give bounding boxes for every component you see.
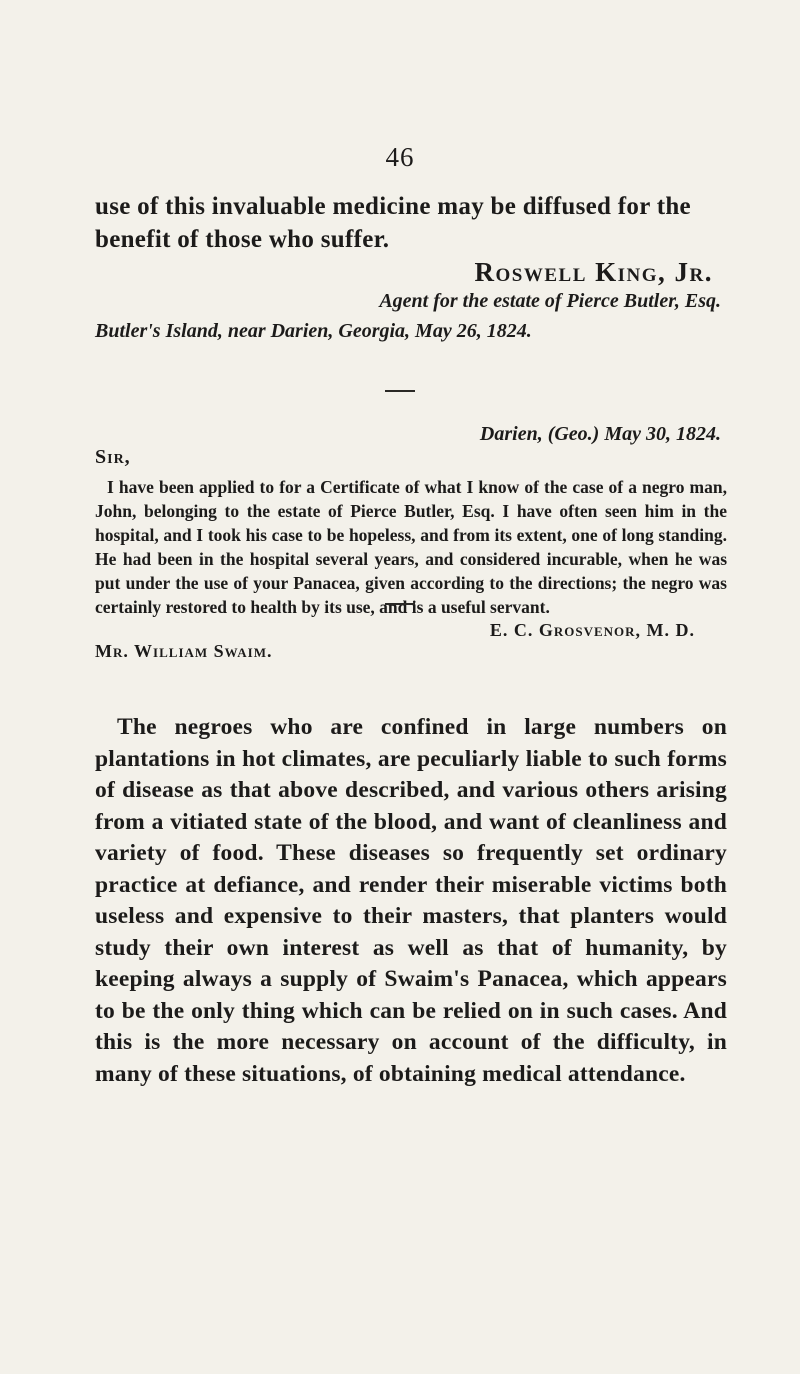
letter-salutation: Sir, (95, 446, 131, 468)
closing-paragraph: The negroes who are confined in large numbers on plantations in hot climates, are peculiarly liable to such forms of disease as that above described, and various others arising from a vitiated state of the blood, and want of cleanliness and variety of food. These diseases so frequently set ordinary practice at defiance, and render their miserable victims both useless and expensive to their masters, that planters would study their own interest as well as that of humanity, by keeping always a supply of Swaim's Panacea, which appears to be the only thing which can be relied on in such cases. And this is the more necessary on account of the difficulty, in many of these situations, of obtaining medical attendance. (95, 714, 727, 1087)
signature-title: Agent for the estate of Pierce Butler, Esq. (379, 290, 721, 312)
intro-paragraph: use of this invaluable medicine may be diffused for the benefit of those who suffer. (95, 193, 691, 253)
letter-body: I have been applied to for a Certificate of what I know of the case of a negro man, John, belonging to the estate of Pierce Butler, Esq. I have often seen him in the hospital, and I took his case to be hopeless, and from its extent, one of long standing. He had been in the hospital several years, and considered incurable, when he was put under the use of your Panacea, given according to the directions; the negro was certainly restored to health by its use, and is a useful servant. (95, 477, 727, 617)
section-divider (385, 390, 415, 392)
letter-recipient: Mr. William Swaim. (95, 641, 273, 661)
signature-name: Roswell King, Jr. (474, 257, 713, 287)
page-number: 46 (385, 142, 415, 172)
section-divider (385, 603, 415, 605)
signature-place-date: Butler's Island, near Darien, Georgia, May 26, 1824. (95, 320, 532, 342)
letter-signature: E. C. Grosvenor, M. D. (489, 620, 695, 640)
letter-date-line: Darien, (Geo.) May 30, 1824. (479, 423, 721, 445)
